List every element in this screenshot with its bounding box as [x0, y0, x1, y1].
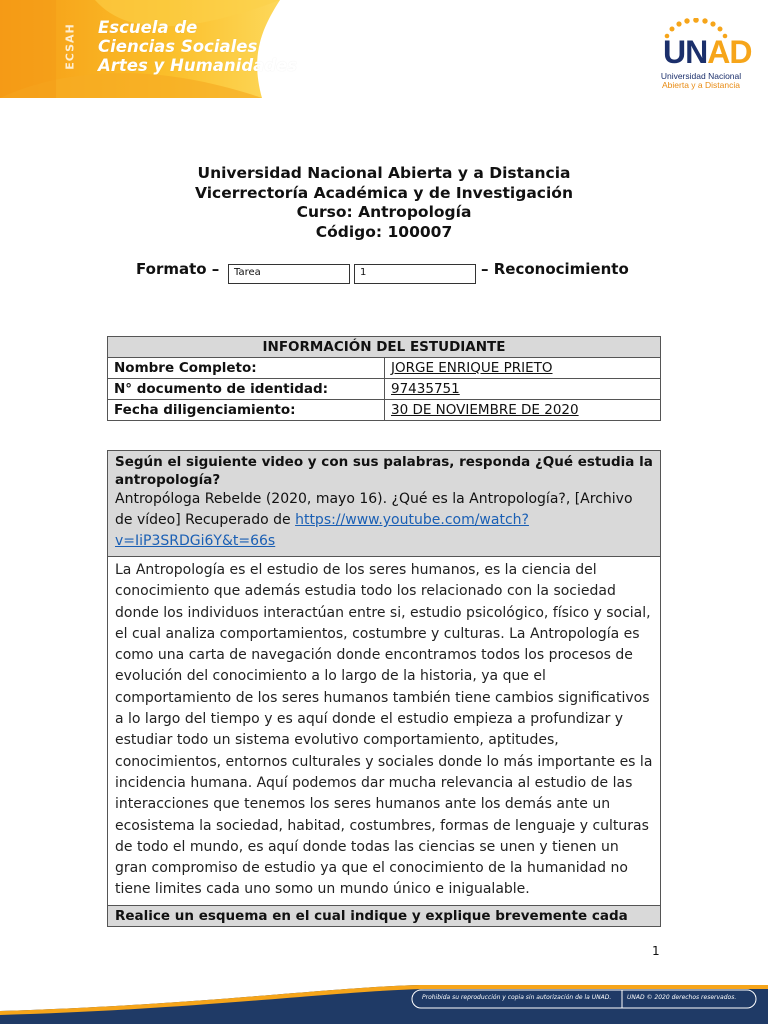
row-label: Fecha diligenciamiento: — [108, 400, 385, 421]
student-info-table — [107, 336, 661, 421]
school-line: Ciencias Sociales — [98, 37, 258, 56]
question-title: Según el siguiente video y con sus palabras, responda ¿Qué estudia la antropología? — [115, 454, 653, 488]
heading-line: Código: 100007 — [315, 222, 453, 241]
row-value: JORGE ENRIQUE PRIETO — [385, 358, 661, 379]
question-header — [108, 451, 660, 557]
format-label: Formato – — [136, 260, 220, 278]
format-type-field[interactable]: Tarea — [228, 264, 350, 284]
school-line: Escuela de — [98, 18, 198, 37]
school-name — [98, 18, 297, 75]
answer-text: La Antropología es el estudio de los seres humanos, es la ciencia del conocimiento que además estudia todo los relacionado con la sociedad donde los individuos interactúan entre si, estudio psicológico, físico y social, el cual analiza comportamientos, costumbre y culturas. La Antropología es como una carta de navegación donde encontramos todos los procesos de evolución del conocimiento a lo largo de la historia, ya que el comportamiento de los seres humanos también tiene cambios significativos a lo largo del tiempo y es aquí donde el estudio empieza a profundizar y estudiar todo un sistema evolutivo comportamiento, aptitudes, conocimientos, entornos culturales y sociales donde lo más importante es la incidencia humana. Aquí podemos dar mucha relevancia al estudio de las interacciones que tenemos los seres humanos ante los demás ante un ecosistema la sociedad, habitad, costumbres, formas de lenguaje y culturas de todo el mundo, es aquí donde todas las ciencias se unen y tienen un gran compromiso de estudio ya que el conocimiento de la humanidad no tiene limites cada uno somo un mundo único e inigualable. — [115, 562, 653, 898]
row-label: N° documento de identidad: — [108, 379, 385, 400]
school-banner — [0, 0, 300, 98]
footer-copyright: UNAD © 2020 derechos reservados. — [627, 994, 737, 1001]
table-row — [108, 358, 661, 379]
table-header-row — [108, 337, 661, 358]
video-link[interactable]: https://www.youtube.com/watch?v=IiP3SRDGi6Y&t=66s — [115, 512, 529, 549]
format-number-field[interactable]: 1 — [354, 264, 476, 284]
school-line: Artes y Humanidades — [98, 56, 298, 75]
table-header: INFORMACIÓN DEL ESTUDIANTE — [108, 337, 661, 358]
next-question-prompt: Realice un esquema en el cual indique y explique brevemente cada — [108, 905, 660, 926]
row-value: 97435751 — [385, 379, 661, 400]
page-number: 1 — [652, 944, 660, 958]
heading-line: Curso: Antropología — [296, 203, 472, 221]
table-row — [108, 379, 661, 400]
row-label: Nombre Completo: — [108, 358, 385, 379]
question-reference: Antropóloga Rebelde (2020, mayo 16). ¿Qué es la Antropología?, [Archivo de vídeo] Recuperado de https://www.youtube.com/watch?v=IiP3SRDGi6Y&t=66s — [115, 491, 633, 549]
logo-wordmark: UNAD — [663, 34, 752, 70]
heading-line: Universidad Nacional Abierta y a Distancia — [197, 164, 571, 182]
format-suffix: – Reconocimiento — [481, 260, 629, 278]
table-row — [108, 400, 661, 421]
document-heading — [0, 164, 768, 242]
logo-subtitle: Universidad Nacional Abierta y a Distancia — [660, 71, 742, 90]
row-value: 30 DE NOVIEMBRE DE 2020 — [385, 400, 661, 421]
ecsah-vertical-label: ECSAH — [63, 22, 77, 70]
question-block — [107, 450, 661, 927]
format-row — [0, 258, 768, 286]
heading-line: Vicerrectoría Académica y de Investigación — [195, 183, 573, 202]
unad-logo — [645, 14, 755, 96]
footer-notice: Prohibida su reproducción y copia sin autorización de la UNAD. — [422, 994, 612, 1001]
